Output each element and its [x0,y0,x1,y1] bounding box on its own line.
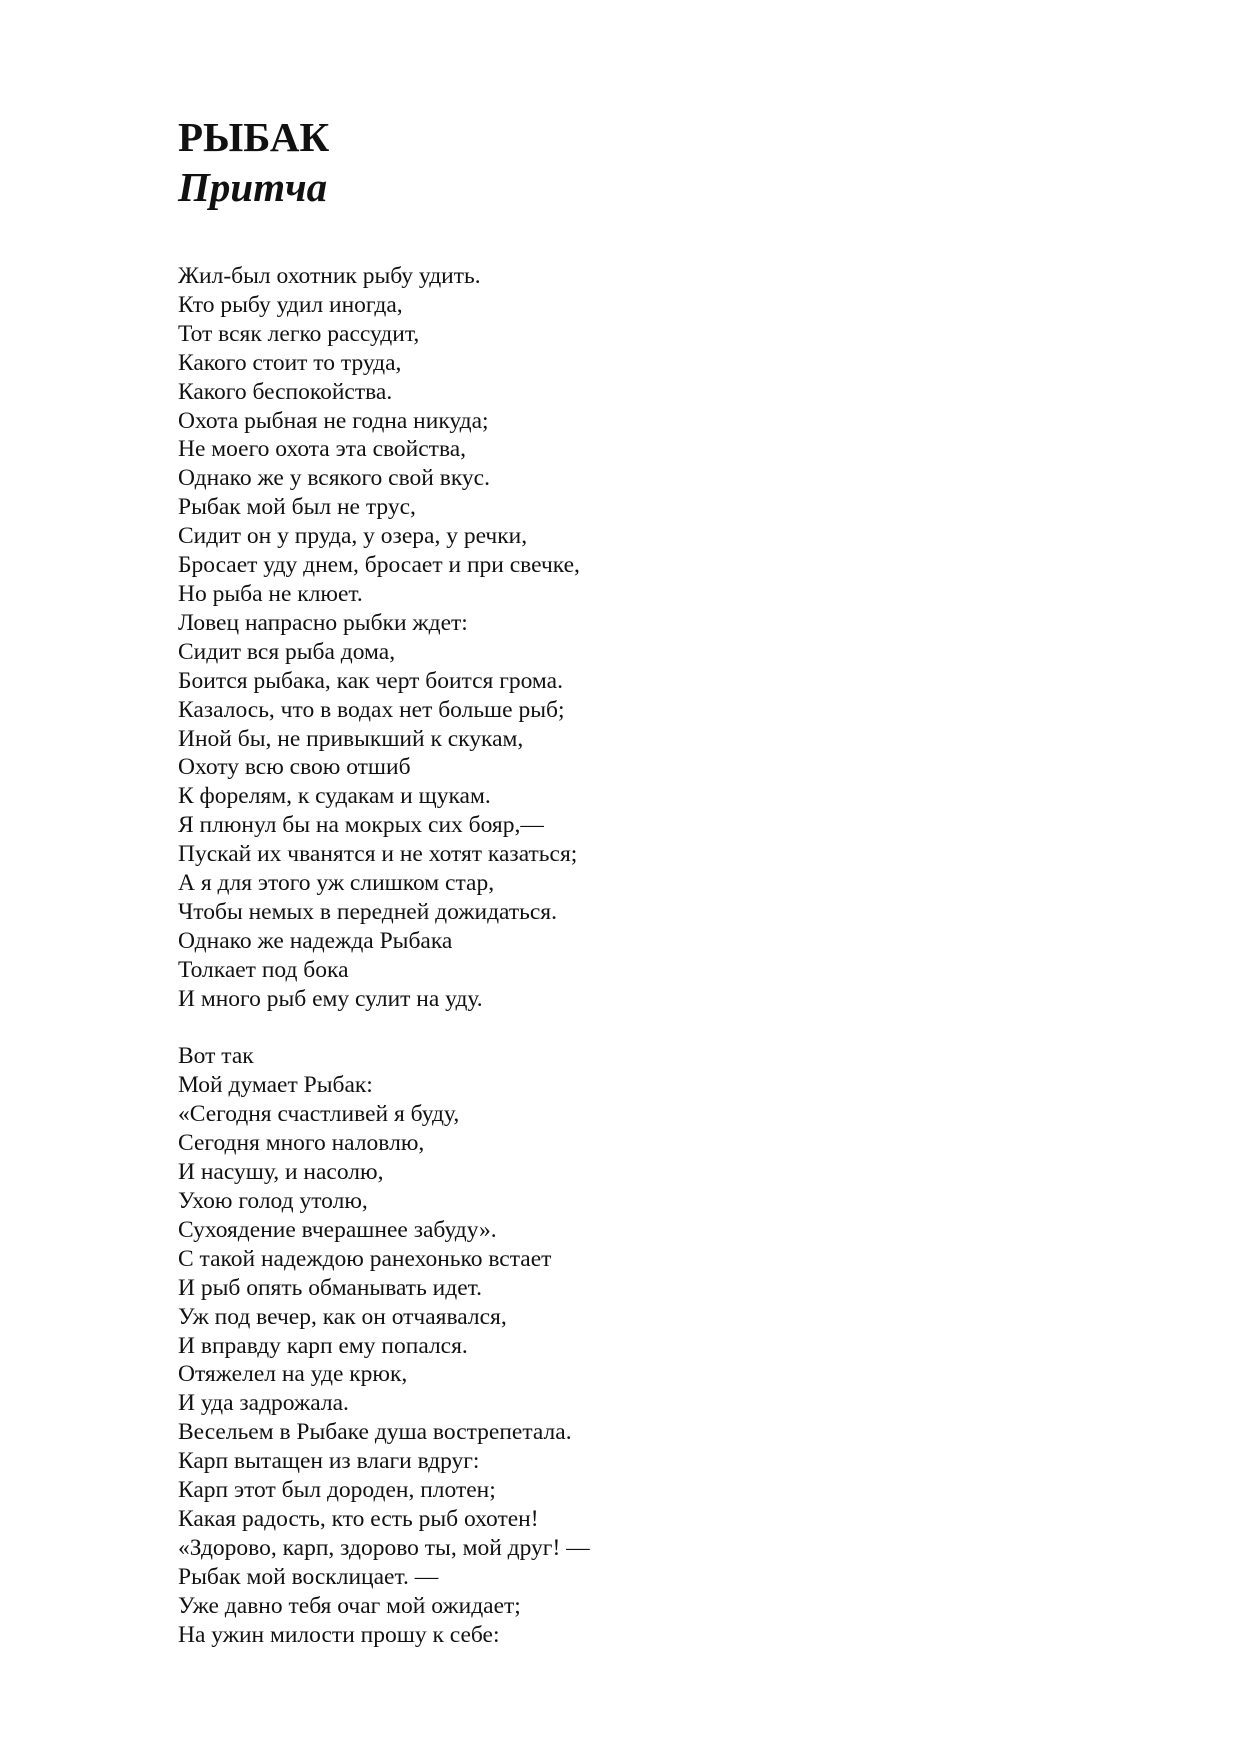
poem-title: РЫБАК [178,114,330,160]
poem-line: Однако же у всякого свой вкус. [178,465,490,492]
poem-line: «Здорово, карп, здорово ты, мой друг! — [178,1534,590,1561]
poem-line: Сухоядение вчерашнее забуду». [178,1216,497,1243]
stanza [178,1042,1178,1649]
poem-line: Карп вытащен из влаги вдруг: [178,1448,480,1475]
poem-line: Я плюнул бы на мокрых сих бояр,— [178,812,544,839]
poem-line: И рыб опять обманывать идет. [178,1274,483,1301]
poem-line: Сидит он у пруда, у озера, у речки, [178,523,528,550]
poem-line: Ловец напрасно рыбки ждет: [178,609,468,636]
poem-line: Вот так [178,1043,254,1070]
poem-line: Весельем в Рыбаке душа вострепетала. [178,1419,572,1446]
poem-line: Охоту всю свою отшиб [178,754,411,781]
poem-line: Бросает уду днем, бросает и при свечке, [178,552,580,579]
document-page [178,112,1178,1649]
poem-line: Охота рыбная не годна никуда; [178,407,489,434]
poem-line: А я для этого уж слишком стар, [178,870,495,897]
poem-line: Рыбак мой был не трус, [178,494,416,521]
poem-line: Сегодня много наловлю, [178,1130,425,1157]
poem-line: Рыбак мой восклицает. — [178,1563,439,1590]
poem-line: Боится рыбака, как черт боится грома. [178,667,563,694]
poem-line: Толкает под бока [178,956,349,983]
poem-line: Иной бы, не привыкший к скукам, [178,725,524,752]
poem-line: Чтобы немых в передней дожидаться. [178,898,557,925]
poem-line: Мой думает Рыбак: [178,1072,373,1099]
poem-line: Уж под вечер, как он отчаявался, [178,1303,507,1330]
poem-line: Карп этот был дороден, плотен; [178,1477,496,1504]
poem-line: К форелям, к судакам и щукам. [178,783,491,810]
poem-line: Казалось, что в водах нет больше рыб; [178,696,565,723]
poem-line: И уда задрожала. [178,1390,349,1417]
poem-line: Однако же надежда Рыбака [178,927,453,954]
poem-line: На ужин милости прошу к себе: [178,1621,500,1648]
poem-line: И много рыб ему сулит на уду. [178,985,483,1012]
poem-line: Уже давно тебя очаг мой ожидает; [178,1592,521,1619]
poem-line: С такой надеждою ранехонько встает [178,1245,552,1272]
poem-line: «Сегодня счастливей я буду, [178,1101,460,1128]
poem-line: Сидит вся рыба дома, [178,638,396,665]
poem-line: Жил-был охотник рыбу удить. [178,263,481,289]
poem-line: И насушу, и насолю, [178,1159,384,1186]
poem-body [178,262,1178,1649]
poem-line: Ухою голод утолю, [178,1187,368,1214]
stanza [178,262,1178,1014]
poem-line: И вправду карп ему попался. [178,1332,468,1359]
poem-line: Отяжелел на уде крюк, [178,1361,408,1388]
poem-line: Какого беспокойства. [178,378,393,405]
poem-line: Тот всяк легко рассудит, [178,320,420,347]
poem-line: Пускай их чванятся и не хотят казаться; [178,841,578,868]
poem-line: Какого стоит то труда, [178,349,402,376]
poem-line: Но рыба не клюет. [178,580,363,607]
poem-subtitle: Притча [178,164,328,210]
poem-line: Какая радость, кто есть рыб охотен! [178,1505,539,1532]
poem-line: Не моего охота эта свойства, [178,436,467,463]
poem-line: Кто рыбу удил иногда, [178,291,403,318]
